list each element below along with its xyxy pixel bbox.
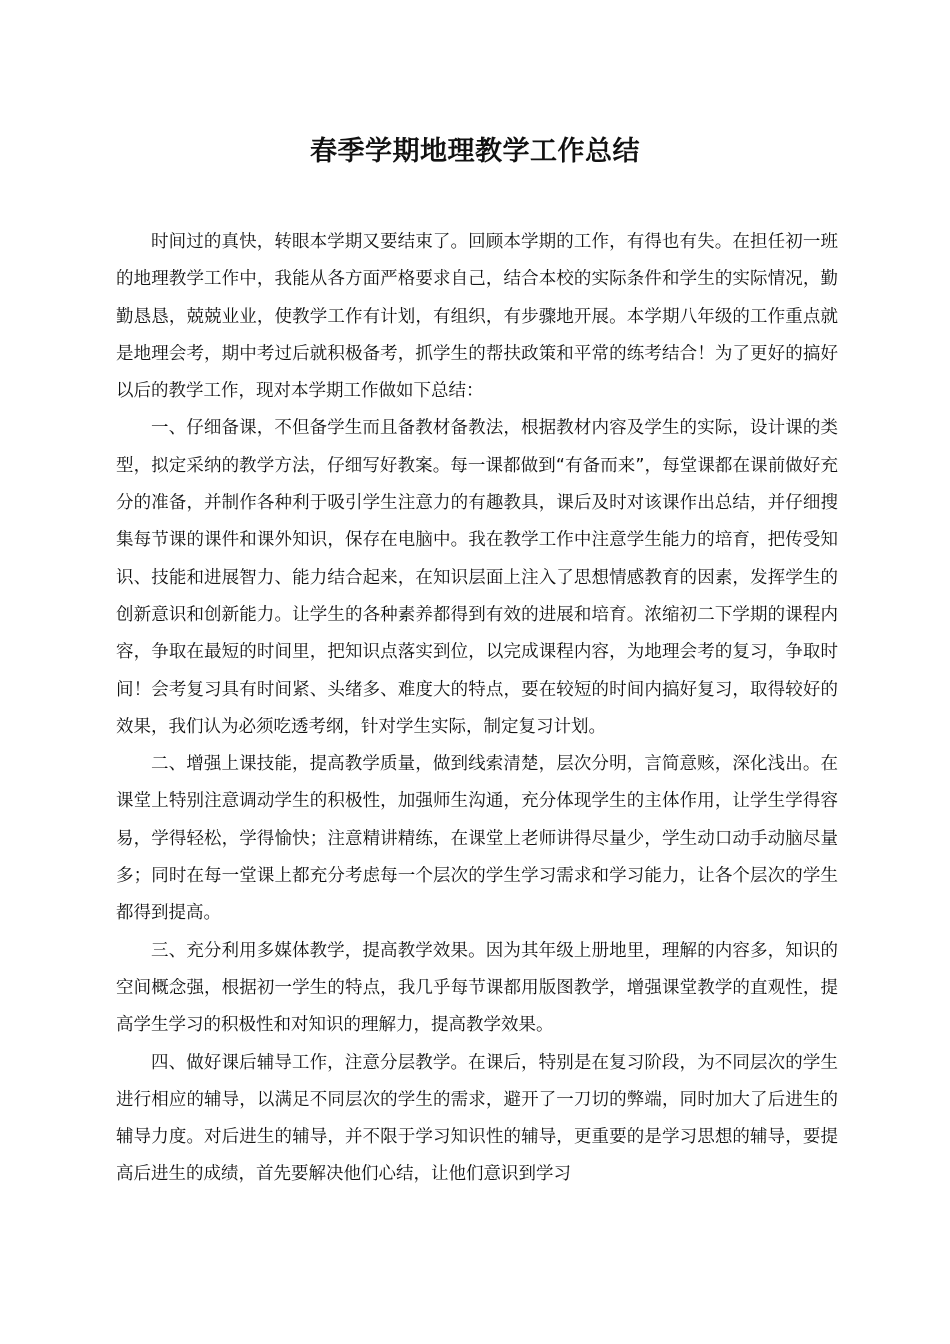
paragraph-section-3: 三、充分利用多媒体教学，提高教学效果。因为其年级上册地里，理解的内容多，知识的空间概念强，根据初一学生的特点，我几乎每节课都用版图教学，增强课堂教学的直观性，提高学生学习的积极性和对知识的理解力，提高教学效果。 — [116, 940, 838, 1036]
document-title: 春季学期地理教学工作总结 — [310, 136, 640, 167]
paragraph-section-4: 四、做好课后辅导工作，注意分层教学。在课后，特别是在复习阶段，为不同层次的学生进行相应的辅导，以满足不同层次的学生的需求，避开了一刀切的弊端，同时加大了后进生的辅导力度。对后进生的辅导，并不限于学习知识性的辅导，更重要的是学习思想的辅导，要提高后进生的成绩，首先要解决他们心结，让他们意识到学习 — [116, 1052, 838, 1185]
paragraph-section-1: 一、仔细备课，不但备学生而且备教材备教法，根据教材内容及学生的实际，设计课的类型，拟定采纳的教学方法，仔细写好教案。每一课都做到“有备而来”，每堂课都在课前做好充分的准备，并制作各种利于吸引学生注意力的有趣教具，课后及时对该课作出总结，并仔细搜集每节课的课件和课外知识，保存在电脑中。我在教学工作中注意学生能力的培育，把传受知识、技能和进展智力、能力结合起来，在知识层面上注入了思想情感教育的因素，发挥学生的创新意识和创新能力。让学生的各种素养都得到有效的进展和培育。浓缩初二下学期的课程内容，争取在最短的时间里，把知识点落实到位，以完成课程内容，为地理会考的复习，争取时间！会考复习具有时间紧、头绪多、难度大的特点，要在较短的时间内搞好复习，取得较好的效果，我们认为必须吃透考纲，针对学生实际，制定复习计划。 — [116, 418, 838, 737]
paragraph-intro: 时间过的真快，转眼本学期又要结束了。回顾本学期的工作，有得也有失。在担任初一班的地理教学工作中，我能从各方面严格要求自己，结合本校的实际条件和学生的实际情况，勤勤恳恳，兢兢业业，使教学工作有计划，有组织，有步骤地开展。本学期八年级的工作重点就是地理会考，期中考过后就积极备考，抓学生的帮扶政策和平常的练考结合！为了更好的搞好以后的教学工作，现对本学期工作做如下总结： — [116, 232, 838, 402]
document-body — [116, 224, 838, 1194]
paragraph-section-2: 二、增强上课技能，提高教学质量，做到线索清楚，层次分明，言简意赅，深化浅出。在课堂上特别注意调动学生的积极性，加强师生沟通，充分体现学生的主体作用，让学生学得容易，学得轻松，学得愉快；注意精讲精练，在课堂上老师讲得尽量少，学生动口动手动脑尽量多；同时在每一堂课上都充分考虑每一个层次的学生学习需求和学习能力，让各个层次的学生都得到提高。 — [116, 754, 838, 924]
